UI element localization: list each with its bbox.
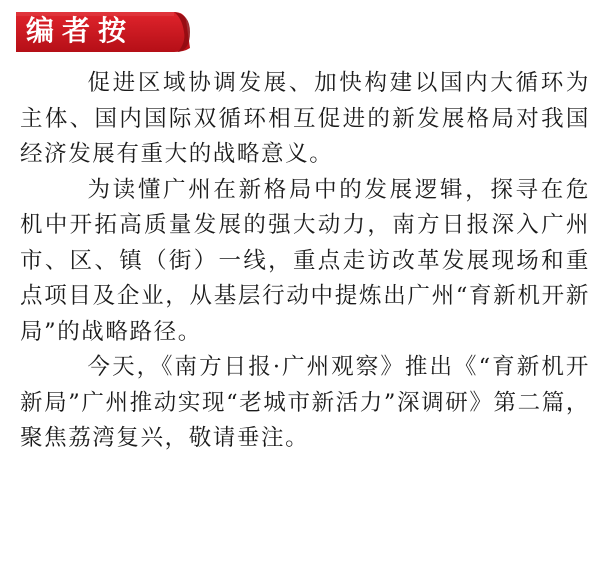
paragraph-1: 促进区域协调发展、加快构建以国内大循环为主体、国内国际双循环相互促进的新发展格局对我国经济发展有重大的战略意义。	[20, 70, 590, 167]
editor-note-title: 编者按	[26, 14, 135, 47]
article-body	[20, 66, 590, 457]
editor-note-banner	[14, 8, 192, 54]
paragraph-3: 今天，《南方日报·广州观察》推出《“育新机开新局”广州推动实现“老城市新活力”深调研》第二篇，聚焦荔湾复兴，敬请垂注。	[20, 354, 590, 451]
paragraph-2: 为读懂广州在新格局中的发展逻辑，探寻在危机中开拓高质量发展的强大动力，南方日报深入广州市、区、镇（街）一线，重点走访改革发展现场和重点项目及企业，从基层行动中提炼出广州“育新机开新局”的战略路径。	[20, 176, 590, 345]
